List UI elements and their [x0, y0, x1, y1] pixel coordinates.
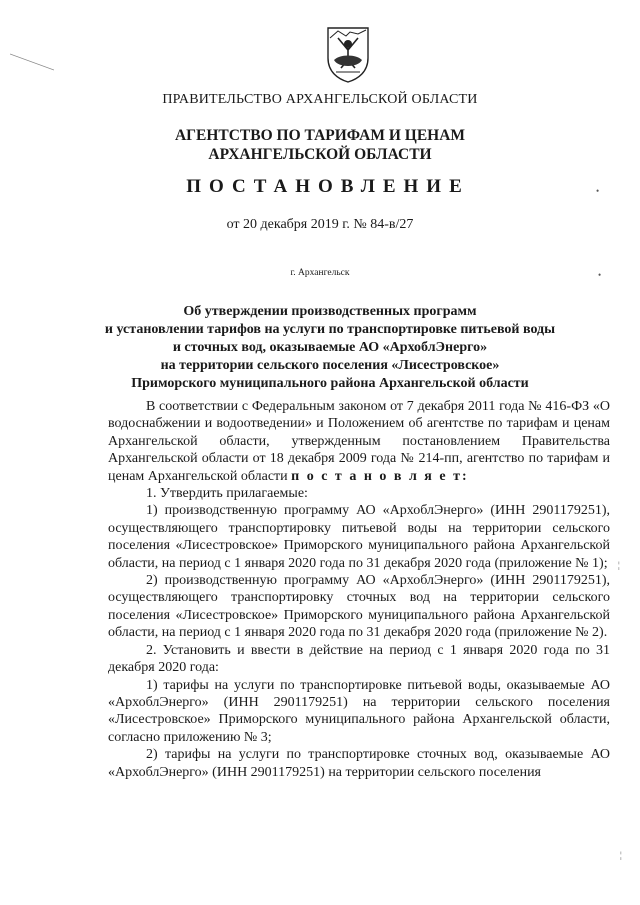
document-subject-title: [100, 303, 560, 393]
document-date-number: от 20 декабря 2019 г. № 84-в/27: [226, 217, 414, 232]
subject-title-line: Приморского муниципального района Архангельской области: [131, 376, 529, 391]
clause-2-2: 2) тарифы на услуги по транспортировке сточных вод, оказываемые АО «АрхоблЭнерго» (ИНН 2901179251) на территории сельского поселения: [108, 747, 610, 780]
clause-1-1: 1) производственную программу АО «АрхоблЭнерго» (ИНН 2901179251), осуществляющего транспортировку питьевой воды на территории сельского поселения «Лисестровское» Приморского муниципального района Архангельской области, на период с 1 января 2020 года по 31 декабря 2020 года (приложение № 1);: [108, 503, 610, 571]
document-city: г. Архангельск: [290, 268, 350, 278]
subject-title-line: и сточных вод, оказываемые АО «АрхоблЭнерго»: [172, 340, 488, 355]
government-name: ПРАВИТЕЛЬСТВО АРХАНГЕЛЬСКОЙ ОБЛАСТИ: [162, 92, 478, 107]
document-body: [108, 398, 610, 781]
scan-artifact-mark: •: [598, 270, 602, 280]
subject-title-line: Об утверждении производственных программ: [183, 304, 477, 319]
subject-title-line: на территории сельского поселения «Лисестровское»: [160, 358, 500, 373]
scan-artifact-mark: ¦: [618, 560, 620, 570]
scan-artifact-mark: ¦: [620, 850, 622, 860]
clause-2: 2. Установить и ввести в действие на период с 1 января 2020 года по 31 декабря 2020 года:: [108, 642, 610, 676]
agency-name-line1: АГЕНТСТВО ПО ТАРИФАМ И ЦЕНАМ: [174, 127, 466, 144]
intro-paragraph: [108, 398, 610, 485]
scan-artifact-mark: •: [596, 186, 600, 196]
resolve-word: п о с т а н о в л я е т:: [291, 468, 469, 484]
document-type-title: ПОСТАНОВЛЕНИЕ: [186, 176, 470, 197]
subject-title-line: и установлении тарифов на услуги по транспортировке питьевой воды: [104, 322, 556, 337]
intro-text: В соответствии с Федеральным законом от 7 декабря 2011 года № 416-ФЗ «О водоснабжении и водоотведении» и Положением об агентстве по тарифам и ценам Архангельской области, утвержденным постановлением Правительства Архангельской области от 18 декабря 2009 года № 214-пп, агентство по тарифам и ценам Архангельской области: [108, 399, 610, 484]
agency-name: [0, 126, 640, 164]
agency-name-line2: АРХАНГЕЛЬСКОЙ ОБЛАСТИ: [208, 146, 432, 163]
clause-2-1: 1) тарифы на услуги по транспортировке питьевой воды, оказываемые АО «АрхоблЭнерго» (ИНН 2901179251) на территории сельского поселения «Лисестровское» Приморского муниципального района Архангельской области, согласно приложению № 3;: [108, 677, 610, 745]
scan-artifact-line: [10, 52, 54, 72]
coat-of-arms-emblem-icon: [324, 24, 372, 84]
clause-1: 1. Утвердить прилагаемые:: [146, 486, 308, 502]
clause-1-2: 2) производственную программу АО «АрхоблЭнерго» (ИНН 2901179251), осуществляющего транспортировку сточных вод на территории сельского поселения «Лисестровское» Приморского муниципального района Архангельской области, на период с 1 января 2020 года по 31 декабря 2020 года (приложение № 2).: [108, 573, 610, 641]
